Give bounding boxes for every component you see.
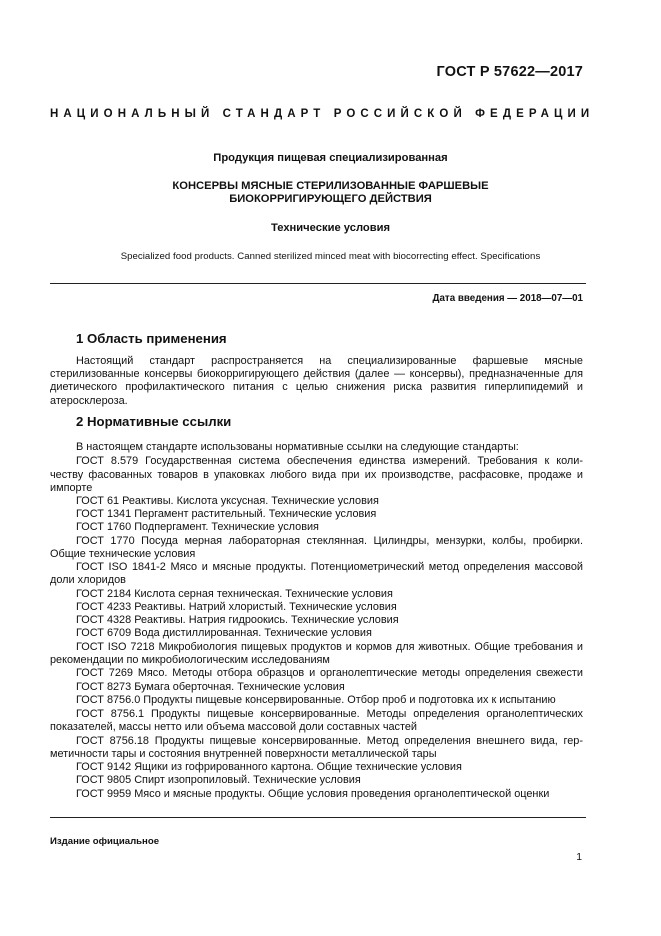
main-title-line-1: КОНСЕРВЫ МЯСНЫЕ СТЕРИЛИЗОВАННЫЕ ФАРШЕВЫЕ — [172, 180, 489, 192]
reference-line: ГОСТ 61 Реактивы. Кислота уксусная. Технические условия — [76, 495, 379, 507]
reference-line: метичности тары и состояния внутренней поверхности металлической тары — [50, 748, 437, 760]
reference-line: показателей, массы нетто или объема массовой доли составных частей — [50, 721, 418, 733]
section-1-heading: 1 Область применения — [76, 331, 227, 346]
reference-line: ГОСТ 9142 Ящики из гофрированного картона. Общие технические условия — [76, 761, 462, 773]
english-title: Specialized food products. Canned sterilized minced meat with biocorrecting effect. Specifications — [120, 251, 541, 262]
footer-divider — [50, 817, 586, 818]
reference-line: ГОСТ 1760 Подпергамент. Технические условия — [76, 521, 319, 533]
reference-line: ГОСТ 6709 Вода дистиллированная. Технические условия — [76, 627, 372, 639]
reference-line: В настоящем стандарте использованы нормативные ссылки на следующие стандарты: — [76, 441, 519, 453]
standard-code: ГОСТ Р 57622—2017 — [436, 64, 583, 80]
national-standard-banner: НАЦИОНАЛЬНЫЙ СТАНДАРТ РОССИЙСКОЙ ФЕДЕРАЦИИ — [50, 108, 595, 120]
product-category: Продукция пищевая специализированная — [213, 152, 448, 164]
reference-line: импорте — [50, 482, 93, 494]
title-divider — [50, 283, 586, 284]
page-number: 1 — [576, 852, 582, 863]
reference-line: ГОСТ 1341 Пергамент растительный. Технические условия — [76, 508, 377, 520]
reference-line: ГОСТ 8.579 Государственная система обеспечения единства измерений. Требования к коли- — [76, 455, 583, 467]
official-edition-label: Издание официальное — [50, 836, 160, 847]
reference-line: рекомендации по микробиологическим исследованиям — [50, 654, 330, 666]
reference-line: ГОСТ 2184 Кислота серная техническая. Технические условия — [76, 588, 393, 600]
reference-line: ГОСТ ISO 7218 Микробиология пищевых продуктов и кормов для животных. Общие требования и — [76, 641, 583, 653]
reference-line: честву фасованных товаров в упаковках любого вида при их производстве, расфасовке, продаже и — [50, 469, 583, 481]
reference-line: Общие технические условия — [50, 548, 196, 560]
section-2-heading: 2 Нормативные ссылки — [76, 414, 232, 429]
reference-line: доли хлоридов — [50, 574, 126, 586]
reference-line: ГОСТ 4328 Реактивы. Натрия гидроокись. Технические условия — [76, 614, 399, 626]
reference-line: ГОСТ 8756.0 Продукты пищевые консервированные. Отбор проб и подготовка их к испытанию — [76, 694, 556, 706]
title-specifications: Технические условия — [270, 222, 391, 234]
reference-line: ГОСТ 9805 Спирт изопропиловый. Технические условия — [76, 774, 361, 786]
reference-line: ГОСТ 8273 Бумага оберточная. Технические условия — [76, 681, 345, 693]
reference-line: ГОСТ 4233 Реактивы. Натрий хлористый. Технические условия — [76, 601, 397, 613]
reference-line: ГОСТ 7269 Мясо. Методы отбора образцов и органолептические методы определения свежести — [76, 667, 583, 679]
reference-line: ГОСТ 8756.1 Продукты пищевые консервированные. Методы определения органолептических — [76, 708, 583, 720]
introduction-date: Дата введения — 2018—07—01 — [432, 293, 583, 304]
section-1-text: Настоящий стандарт распространяется на специализированные фаршевые мясные стерилизованные консервы биокорригирующего действия (далее — консервы), предназначенные для диетического профилактического питания с целью снижения риска развития гиперлипидемий и атеросклероза. — [50, 355, 583, 407]
reference-line: ГОСТ 8756.18 Продукты пищевые консервированные. Метод определения внешнего вида, гер- — [76, 735, 583, 747]
reference-line: ГОСТ 1770 Посуда мерная лабораторная стеклянная. Цилиндры, мензурки, колбы, пробирки. — [76, 535, 583, 547]
reference-line: ГОСТ 9959 Мясо и мясные продукты. Общие условия проведения органолептической оценки — [76, 788, 550, 800]
main-title-line-2: БИОКОРРИГИРУЮЩЕГО ДЕЙСТВИЯ — [229, 193, 432, 205]
reference-line: ГОСТ ISO 1841-2 Мясо и мясные продукты. Потенциометрический метод определения массовой — [76, 561, 583, 573]
